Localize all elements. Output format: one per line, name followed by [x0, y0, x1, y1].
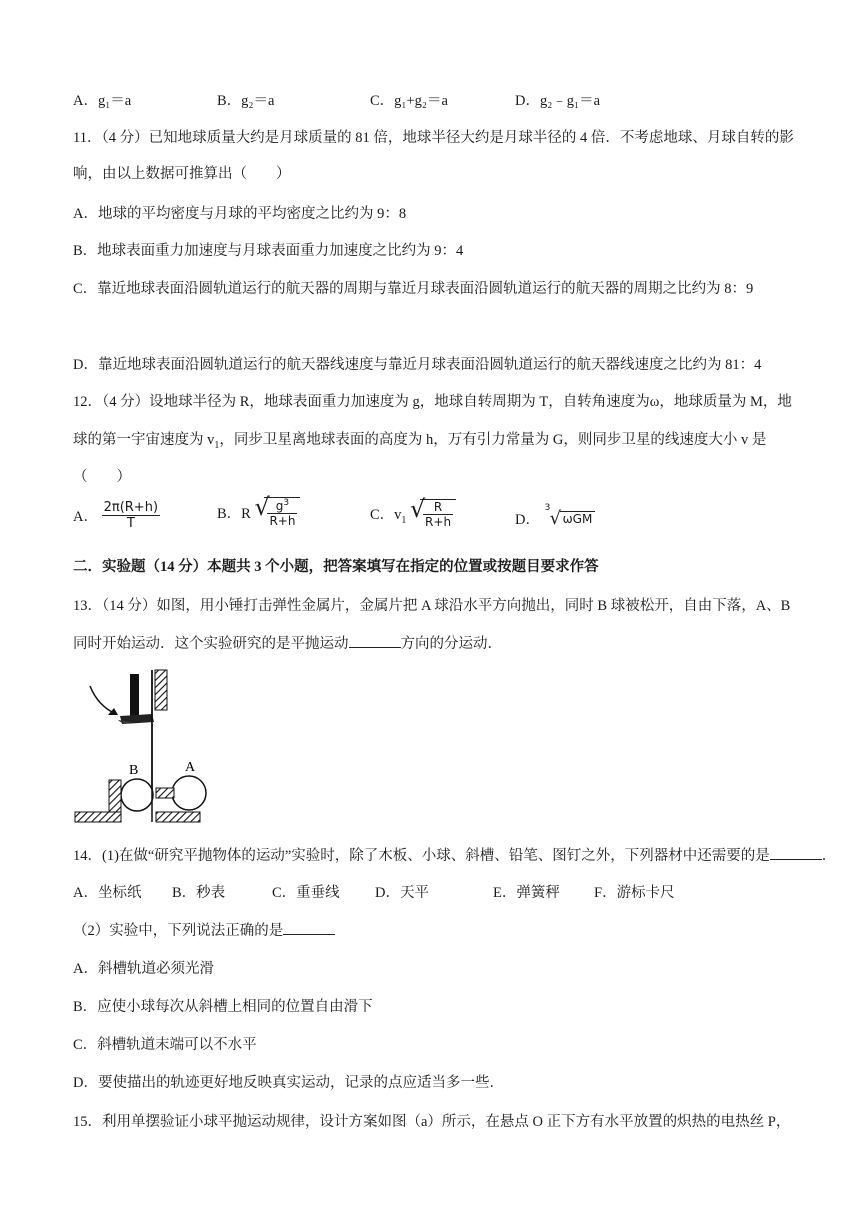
q14-sub-option-d: D．要使描出的轨迹更好地反映真实运动，记录的点应适当多一些． — [73, 1075, 504, 1091]
q11-option-b: B．地球表面重力加速度与月球表面重力加速度之比约为 9：4 — [73, 243, 464, 259]
q12-option-b-denominator: R+h — [269, 514, 296, 528]
q12-option-c-label: C．$v_1$ — [370, 506, 407, 526]
section-2-heading: 二．实验题（14 分）本题共 3 个小题，把答案填写在指定的位置或按题目要求作答 — [73, 559, 599, 575]
q12-option-c-sqrt — [410, 495, 456, 529]
q12-option-b-sqrt — [254, 493, 300, 528]
q14-line2: （2）实验中，下列说法正确的是 — [73, 919, 335, 940]
motion-arrow-icon — [90, 686, 116, 714]
q12-option-a-numerator: 2π(R+h) — [103, 500, 159, 515]
q12-stem-line3: （ ） — [73, 469, 131, 485]
q14-answer-blank-1 — [770, 845, 822, 860]
q12-option-a-fraction — [102, 500, 160, 531]
q12-option-a-label: A． — [73, 509, 98, 525]
q14-answer-blank-2 — [283, 920, 335, 935]
q10-option-c: C．g₁+g₂＝a — [370, 93, 448, 109]
q12-stem-sub: 1 — [214, 439, 220, 451]
q12-option-a — [73, 500, 160, 531]
q14-option-e: E．弹簧秤 — [493, 885, 560, 901]
q12-option-d-index: 3 — [544, 503, 551, 513]
q14-option-b: B．秒表 — [172, 885, 226, 901]
q13-line2: 同时开始运动．这个实验研究的是平抛运动 方向的分运动． — [73, 632, 502, 653]
q13-apparatus-figure — [72, 664, 222, 826]
q11-option-c: C．靠近地球表面沿圆轨道运行的航天器的周期与靠近月球表面沿圆轨道运行的航天器的周期之比约为 8：9 — [73, 281, 754, 297]
q12-option-c — [370, 495, 456, 529]
q10-option-b: B．g₂＝a — [217, 93, 275, 109]
q12-option-c-denominator: R+h — [425, 515, 452, 529]
q11-stem-line1: 11．（4 分）已知地球质量大约是月球质量的 81 倍，地球半径大约是月球半径的 4 倍．不考虑地球、月球自转的影 — [73, 130, 794, 146]
q11-option-a: A．地球的平均密度与月球的平均密度之比约为 9：8 — [73, 206, 407, 222]
q14-option-f: F．游标卡尺 — [594, 885, 675, 901]
q12-stem-line2-a: 球的第一宇宙速度为 v — [73, 432, 215, 448]
label-b: B — [129, 763, 139, 778]
q12-option-d-cuberoot — [544, 503, 596, 529]
q12-option-b-exp: 3 — [283, 498, 290, 508]
q14-sub-option-b: B．应使小球每次从斜槽上相同的位置自由滑下 — [73, 999, 373, 1015]
q10-option-d: D．g₂﹣g₁＝a — [515, 93, 601, 109]
sqrt-sign-icon: √ — [410, 495, 426, 523]
q14-option-a: A．坐标纸 — [73, 885, 142, 901]
q12-stem-line2-b: ，同步卫星离地球表面的高度为 h，万有引力常量为 G，则同步卫星的线速度大小 v 是 — [219, 432, 767, 448]
q14-option-c: C．重垂线 — [272, 885, 340, 901]
q12-option-d-radicand: ωGM — [560, 511, 596, 526]
q12-option-d — [515, 503, 595, 529]
q12-option-a-denominator: T — [126, 516, 135, 531]
q10-option-a: A．g₁＝a — [73, 93, 132, 109]
sqrt-sign-icon: √ — [549, 508, 562, 529]
q12-option-c-numerator: R — [423, 500, 453, 515]
q13-line1: 13．（14 分）如图，用小锤打击弹性金属片，金属片把 A 球沿水平方向抛出，同时 B 球被松开，自由下落，A、B — [73, 598, 791, 614]
q12-option-d-label: D． — [515, 512, 540, 528]
q14-line1: 14．(1)在做“研究平抛物体的运动”实验时，除了木板、小球、斜槽、铅笔、图钉之外，下列器材中还需要的是 ． — [73, 844, 836, 865]
q11-option-d: D．靠近地球表面沿圆轨道运行的航天器线速度与靠近月球表面沿圆轨道运行的航天器线速度之比约为 81：4 — [73, 357, 762, 373]
sqrt-sign-icon: √ — [254, 493, 270, 521]
q12-option-b-label: B．R — [217, 506, 251, 522]
q14-sub-option-c: C．斜槽轨道末端可以不水平 — [73, 1037, 257, 1053]
q14-option-d: D．天平 — [375, 885, 429, 901]
q11-stem-line2: 响，由以上数据可推算出（ ） — [73, 166, 291, 182]
q12-stem-line2 — [73, 428, 766, 451]
label-a: A — [185, 760, 196, 775]
q12-option-b-numerator: g — [275, 499, 284, 513]
q14-sub-option-a: A．斜槽轨道必须光滑 — [73, 961, 214, 977]
q13-answer-blank — [349, 633, 401, 648]
q12-stem-line1: 12．（4 分）设地球半径为 R，地球表面重力加速度为 g，地球自转周期为 T，自转角速度为ω，地球质量为 M，地 — [73, 394, 792, 410]
ball-b — [121, 779, 153, 811]
q15-line1: 15．利用单摆验证小球平抛运动规律，设计方案如图（a）所示，在悬点 O 正下方有水平放置的炽热的电热丝 P， — [73, 1114, 791, 1130]
q12-option-b — [217, 493, 300, 528]
ball-a — [172, 776, 206, 810]
